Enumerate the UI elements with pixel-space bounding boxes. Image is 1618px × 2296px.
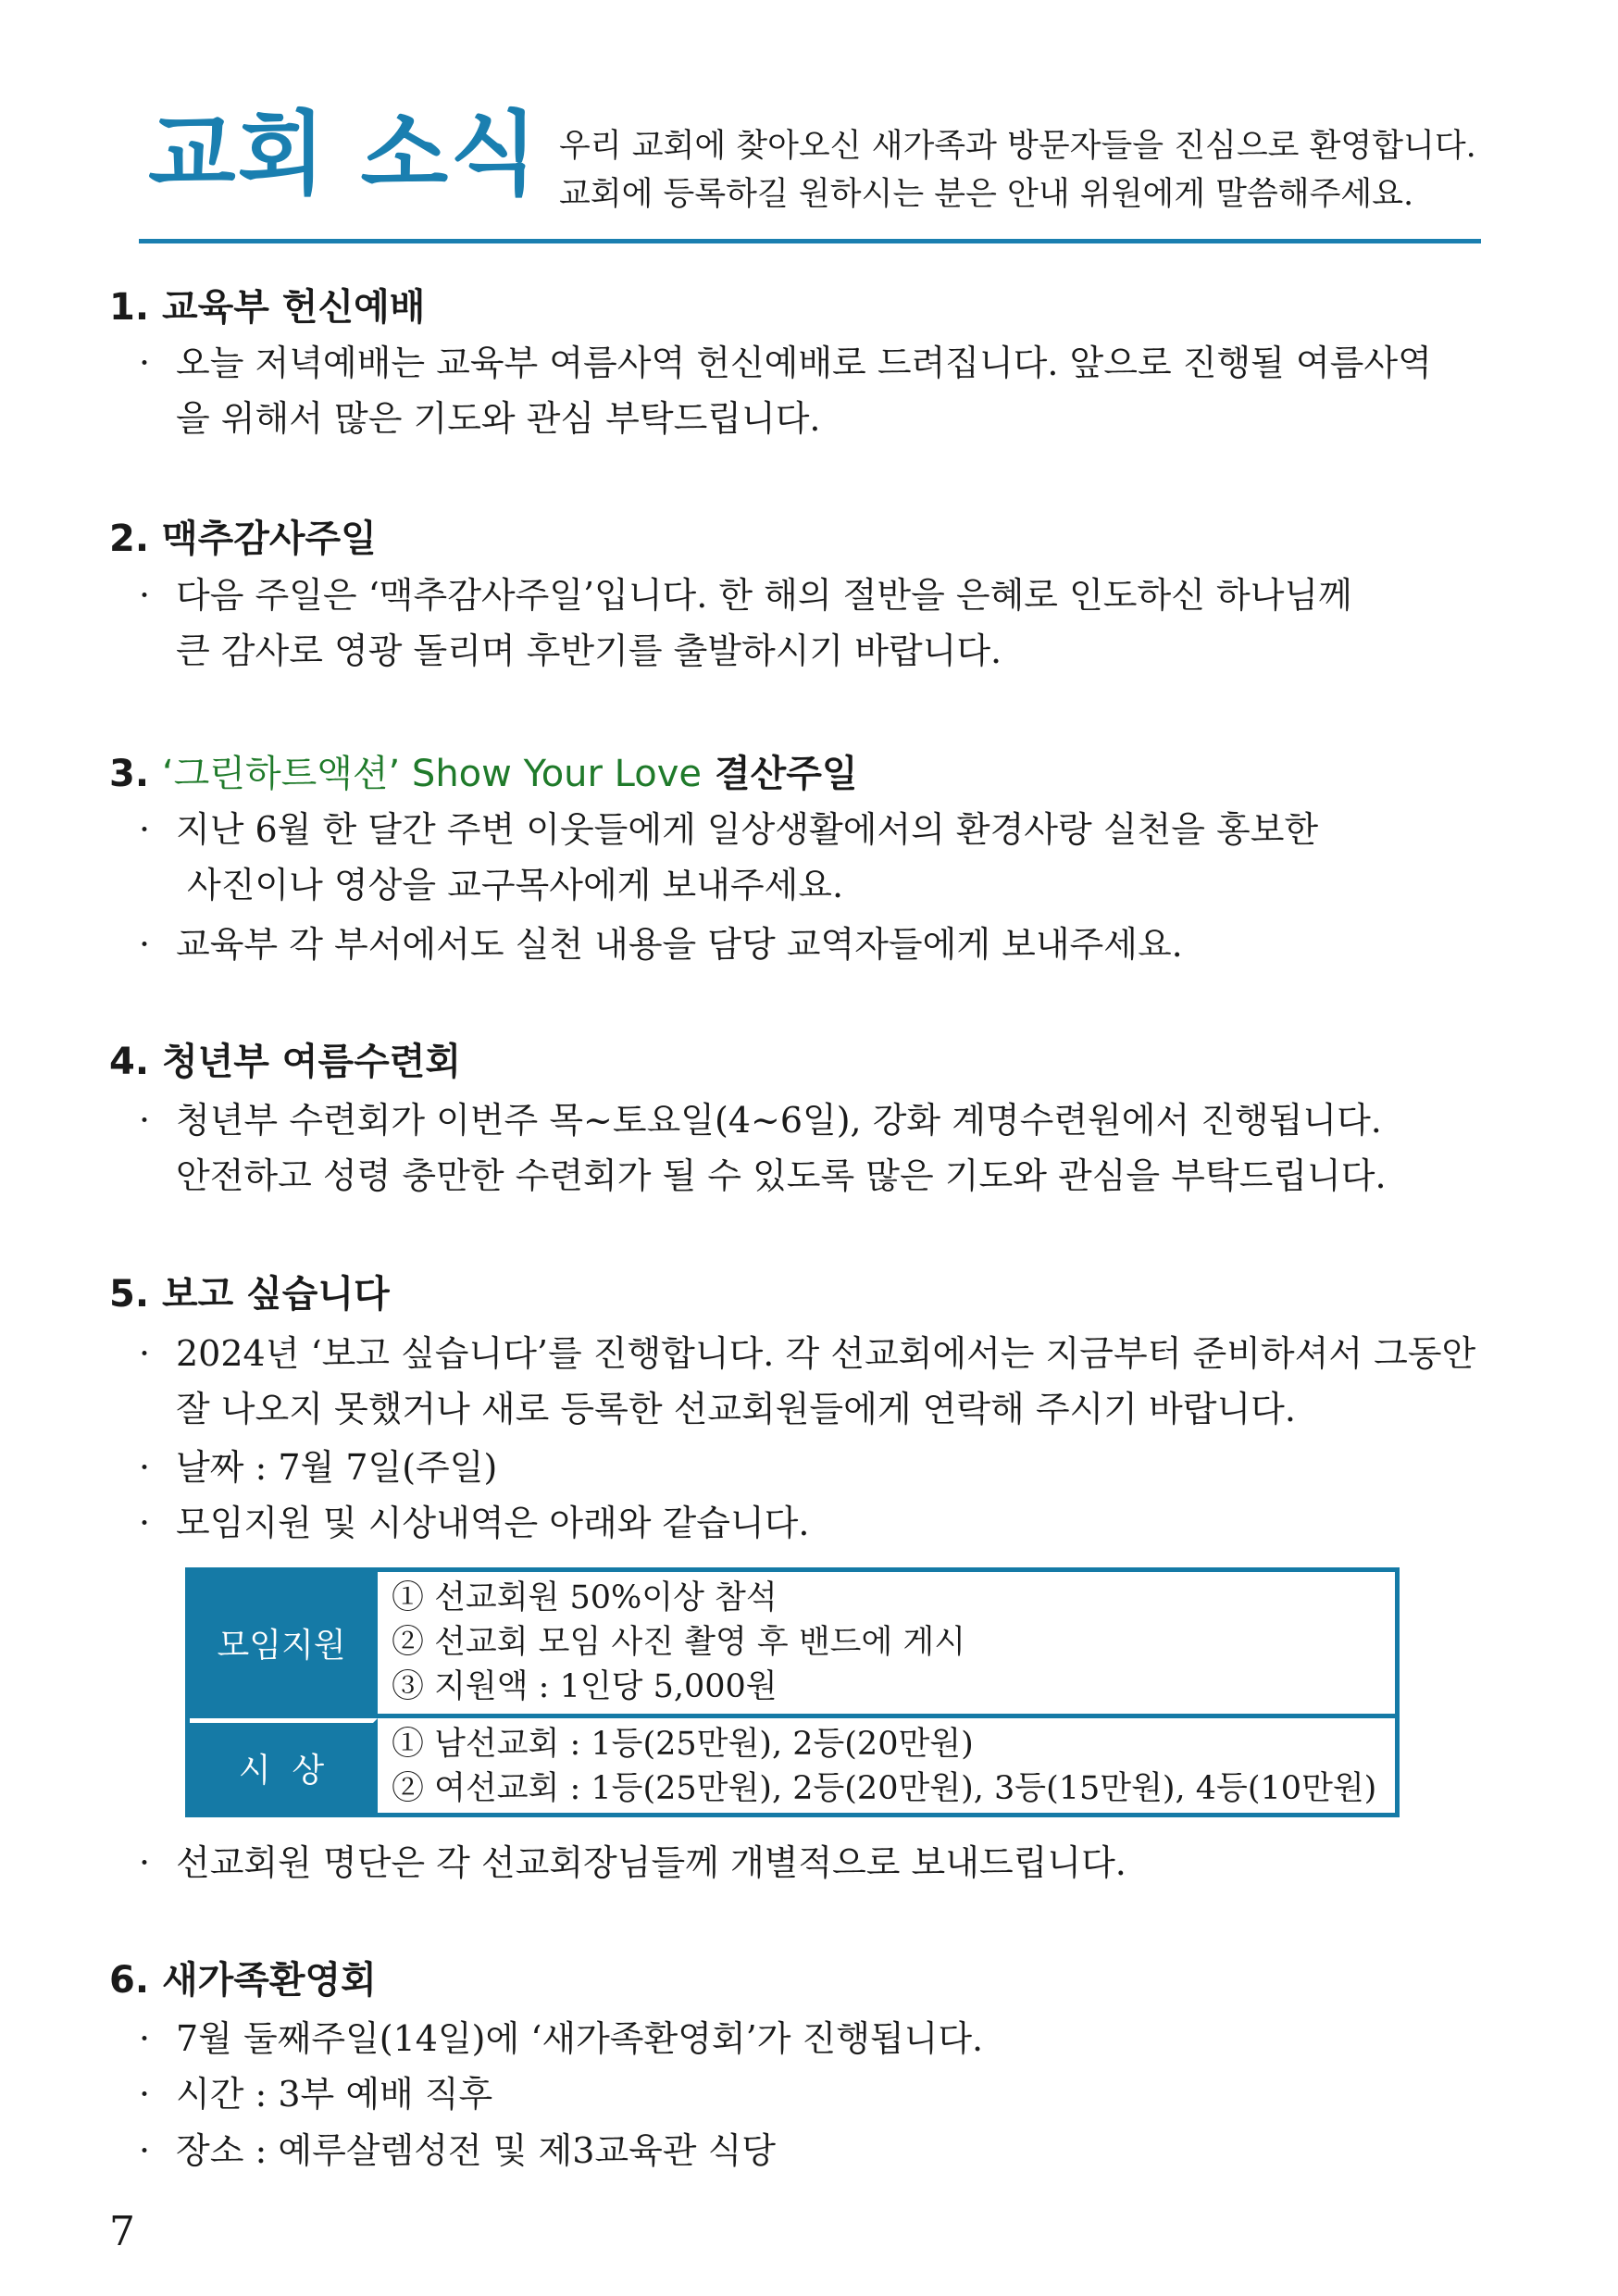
section-title: 2. 맥추감사주일	[109, 518, 377, 560]
bullet-item: · 날짜 : 7월 7일(주일)	[139, 1440, 497, 1495]
bullet-dot: ·	[139, 1333, 151, 1374]
intro-line: 교회에 등록하길 원하시는 분은 안내 위원에게 말씀해주세요.	[559, 176, 1414, 213]
bullet-dot: ·	[139, 1100, 151, 1141]
table-item: ③ 지원액 : 1인당 5,000원	[392, 1668, 778, 1705]
section-title: 6. 새가족환영회	[109, 1959, 377, 2002]
section-title: 3. ‘그린하트액션’ Show Your Love 결산주일	[109, 753, 858, 795]
table-item: ② 선교회 모임 사진 촬영 후 밴드에 게시	[392, 1624, 966, 1661]
section-title: 1. 교육부 헌신예배	[109, 286, 426, 329]
table-item: ② 여선교회 : 1등(25만원), 2등(20만원), 3등(15만원), 4등(10만원)	[392, 1770, 1377, 1807]
bullet-dot: ·	[139, 1503, 151, 1543]
bullet-dot: ·	[139, 2130, 151, 2171]
support-award-table	[185, 1567, 1400, 1817]
bullet-item: · 선교회원 명단은 각 선교회장님들께 개별적으로 보내드립니다.	[139, 1835, 1126, 1890]
table-row-header: 시 상	[190, 1718, 378, 1813]
bullet-dot: ·	[139, 2018, 151, 2059]
page-number: 7	[109, 2208, 135, 2255]
section-title: 5. 보고 싶습니다	[109, 1273, 390, 1316]
bullet-item: · 오늘 저녁예배는 교육부 여름사역 헌신예배로 드려집니다. 앞으로 진행될 여름사역 을 위해서 많은 기도와 관심 부탁드립니다.	[139, 335, 1432, 446]
section-title-highlight: ‘그린하트액션’ Show Your Love	[161, 753, 703, 795]
header-divider	[139, 239, 1481, 243]
bullet-item: · 지난 6월 한 달간 주변 이웃들에게 일상생활에서의 환경사랑 실천을 홍보한 사진이나 영상을 교구목사에게 보내주세요.	[139, 802, 1318, 913]
bullet-item: · 청년부 수련회가 이번주 목~토요일(4~6일), 강화 계명수련원에서 진행됩니다. 안전하고 성령 충만한 수련회가 될 수 있도록 많은 기도와 관심을 부탁드립니다.	[139, 1092, 1387, 1204]
bullet-item: · 7월 둘째주일(14일)에 ‘새가족환영회’가 진행됩니다.	[139, 2011, 983, 2066]
bullet-item: · 2024년 ‘보고 싶습니다’를 진행합니다. 각 선교회에서는 지금부터 준비하셔서 그동안 잘 나오지 못했거나 새로 등록한 선교회원들에게 연락해 주시기 바랍니다.	[139, 1326, 1475, 1437]
table-item: ① 남선교회 : 1등(25만원), 2등(20만원)	[392, 1726, 974, 1763]
table-row-content	[392, 1576, 965, 1709]
table-item: ① 선교회원 50%이상 참석	[392, 1579, 778, 1616]
bullet-item: · 장소 : 예루살렘성전 및 제3교육관 식당	[139, 2123, 776, 2178]
bullet-dot: ·	[139, 575, 151, 616]
bullet-item: · 모임지원 및 시상내역은 아래와 같습니다.	[139, 1495, 809, 1551]
bullet-dot: ·	[139, 924, 151, 965]
bullet-item: · 다음 주일은 ‘맥추감사주일’입니다. 한 해의 절반을 은혜로 인도하신 하나님께 큰 감사로 영광 돌리며 후반기를 출발하시기 바랍니다.	[139, 568, 1352, 679]
bullet-dot: ·	[139, 2074, 151, 2115]
table-row	[190, 1572, 1395, 1718]
bullet-dot: ·	[139, 1842, 151, 1883]
page-title: 교회 소식	[148, 102, 540, 207]
bullet-dot: ·	[139, 1447, 151, 1488]
table-row-header: 모임지원	[190, 1572, 378, 1714]
intro-line: 우리 교회에 찾아오신 새가족과 방문자들을 진심으로 환영합니다.	[559, 128, 1476, 165]
bullet-dot: ·	[139, 809, 151, 850]
section-title: 4. 청년부 여름수련회	[109, 1041, 461, 1083]
bullet-item: · 교육부 각 부서에서도 실천 내용을 담당 교역자들에게 보내주세요.	[139, 917, 1183, 972]
table-row-content	[392, 1722, 1376, 1811]
bullet-dot: ·	[139, 343, 151, 383]
bullet-item: · 시간 : 3부 예배 직후	[139, 2066, 492, 2122]
header-intro	[559, 122, 1476, 218]
table-row	[190, 1718, 1395, 1813]
